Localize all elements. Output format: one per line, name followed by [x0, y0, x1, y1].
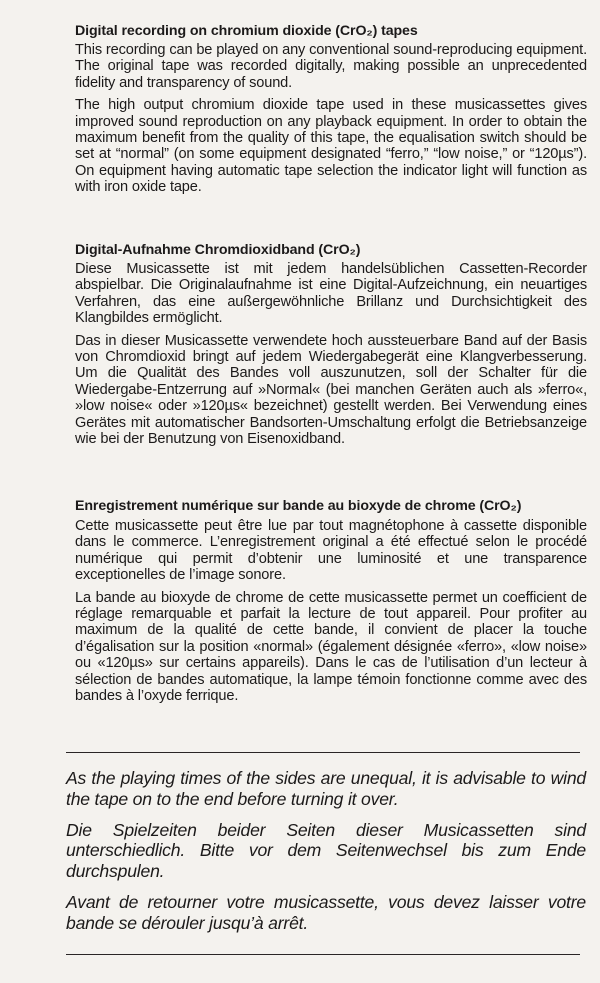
top-divider	[66, 752, 580, 753]
german-paragraph-2: Das in dieser Musicassette verwendete hoch aussteuerbare Band auf der Basis von Chromdioxid bringt auf jedem Wiedergabegerät eine Klangverbesserung. Um die Qualität des Bandes voll auszunutzen, soll der Schalter für die Wiedergabe-Entzerrung auf »Normal« (bei manchen Geräten auch als »ferro«, »low noise« oder »120µs« bezeichnet) gestellt werden. Bei Verwendung eines Gerätes mit automatischer Bandsorten-Umschaltung erfolgt die Betriebsanzeige wie bei der Benutzung von Eisenoxidband.	[75, 332, 587, 448]
english-paragraph-1: This recording can be played on any conventional sound-reproducing equipment. The original tape was recorded digitally, making possible an unprecedented fidelity and transparency of sound.	[75, 42, 587, 91]
note-french: Avant de retourner votre musicassette, vous devez laisser votre bande se dérouler jusqu’à arrêt.	[66, 891, 586, 933]
note-german: Die Spielzeiten beider Seiten dieser Musicassetten sind unterschiedlich. Bitte vor dem Seitenwechsel bis zum Ende durchspulen.	[66, 819, 586, 882]
german-section	[75, 241, 587, 447]
german-heading: Digital-Aufnahme Chromdioxidband (CrO₂)	[75, 242, 361, 258]
note-english: As the playing times of the sides are unequal, it is advisable to wind the tape on to the end before turning it over.	[66, 768, 586, 809]
english-section	[75, 22, 587, 196]
french-section	[75, 497, 587, 704]
english-paragraph-2: The high output chromium dioxide tape used in these musicassettes gives improved sound reproduction on any playback equipment. In order to obtain the maximum benefit from the quality of this tape, the equalisation switch should be set at “normal” (on some equipment designated “ferro,” “low noise,” or “120µs”). On equipment having automatic tape selection the indicator light will function as with iron oxide tape.	[75, 97, 587, 196]
french-heading: Enregistrement numérique sur bande au bioxyde de chrome (CrO₂)	[75, 498, 522, 514]
french-paragraph-1: Cette musicassette peut être lue par tout magnétophone à cassette disponible dans le commerce. L’enregistrement original a été effectué selon le procédé numérique qui permit d’obtenir une luminosité et une transparence exceptionelles de l’image sonore.	[75, 518, 587, 584]
english-heading: Digital recording on chromium dioxide (CrO₂) tapes	[75, 23, 418, 39]
bottom-divider	[66, 954, 580, 955]
german-paragraph-1: Diese Musicassette ist mit jedem handelsüblichen Cassetten-Recorder abspielbar. Die Originalaufnahme ist eine Digital-Aufzeichnung, ein neuartiges Verfahren, das eine außergewöhnliche Brillanz und Durchsichtigkeit des Klangbildes ermöglicht.	[75, 261, 587, 327]
french-paragraph-2: La bande au bioxyde de chrome de cette musicassette permet un coefficient de réglage remarquable et parfait la lecture de tout appareil. Pour profiter au maximum de la qualité de cette bande, il convient de placer la touche d’égalisation sur la position «normal» (également désignée «ferro», «low noise» ou «120µs» sur certains appareils). Dans le cas de l’utilisation d’un lecteur à sélection de bandes automatique, la lampe témoin fonctionne comme avec des bandes à l’oxyde ferrique.	[75, 589, 587, 705]
playback-notes	[66, 768, 586, 934]
